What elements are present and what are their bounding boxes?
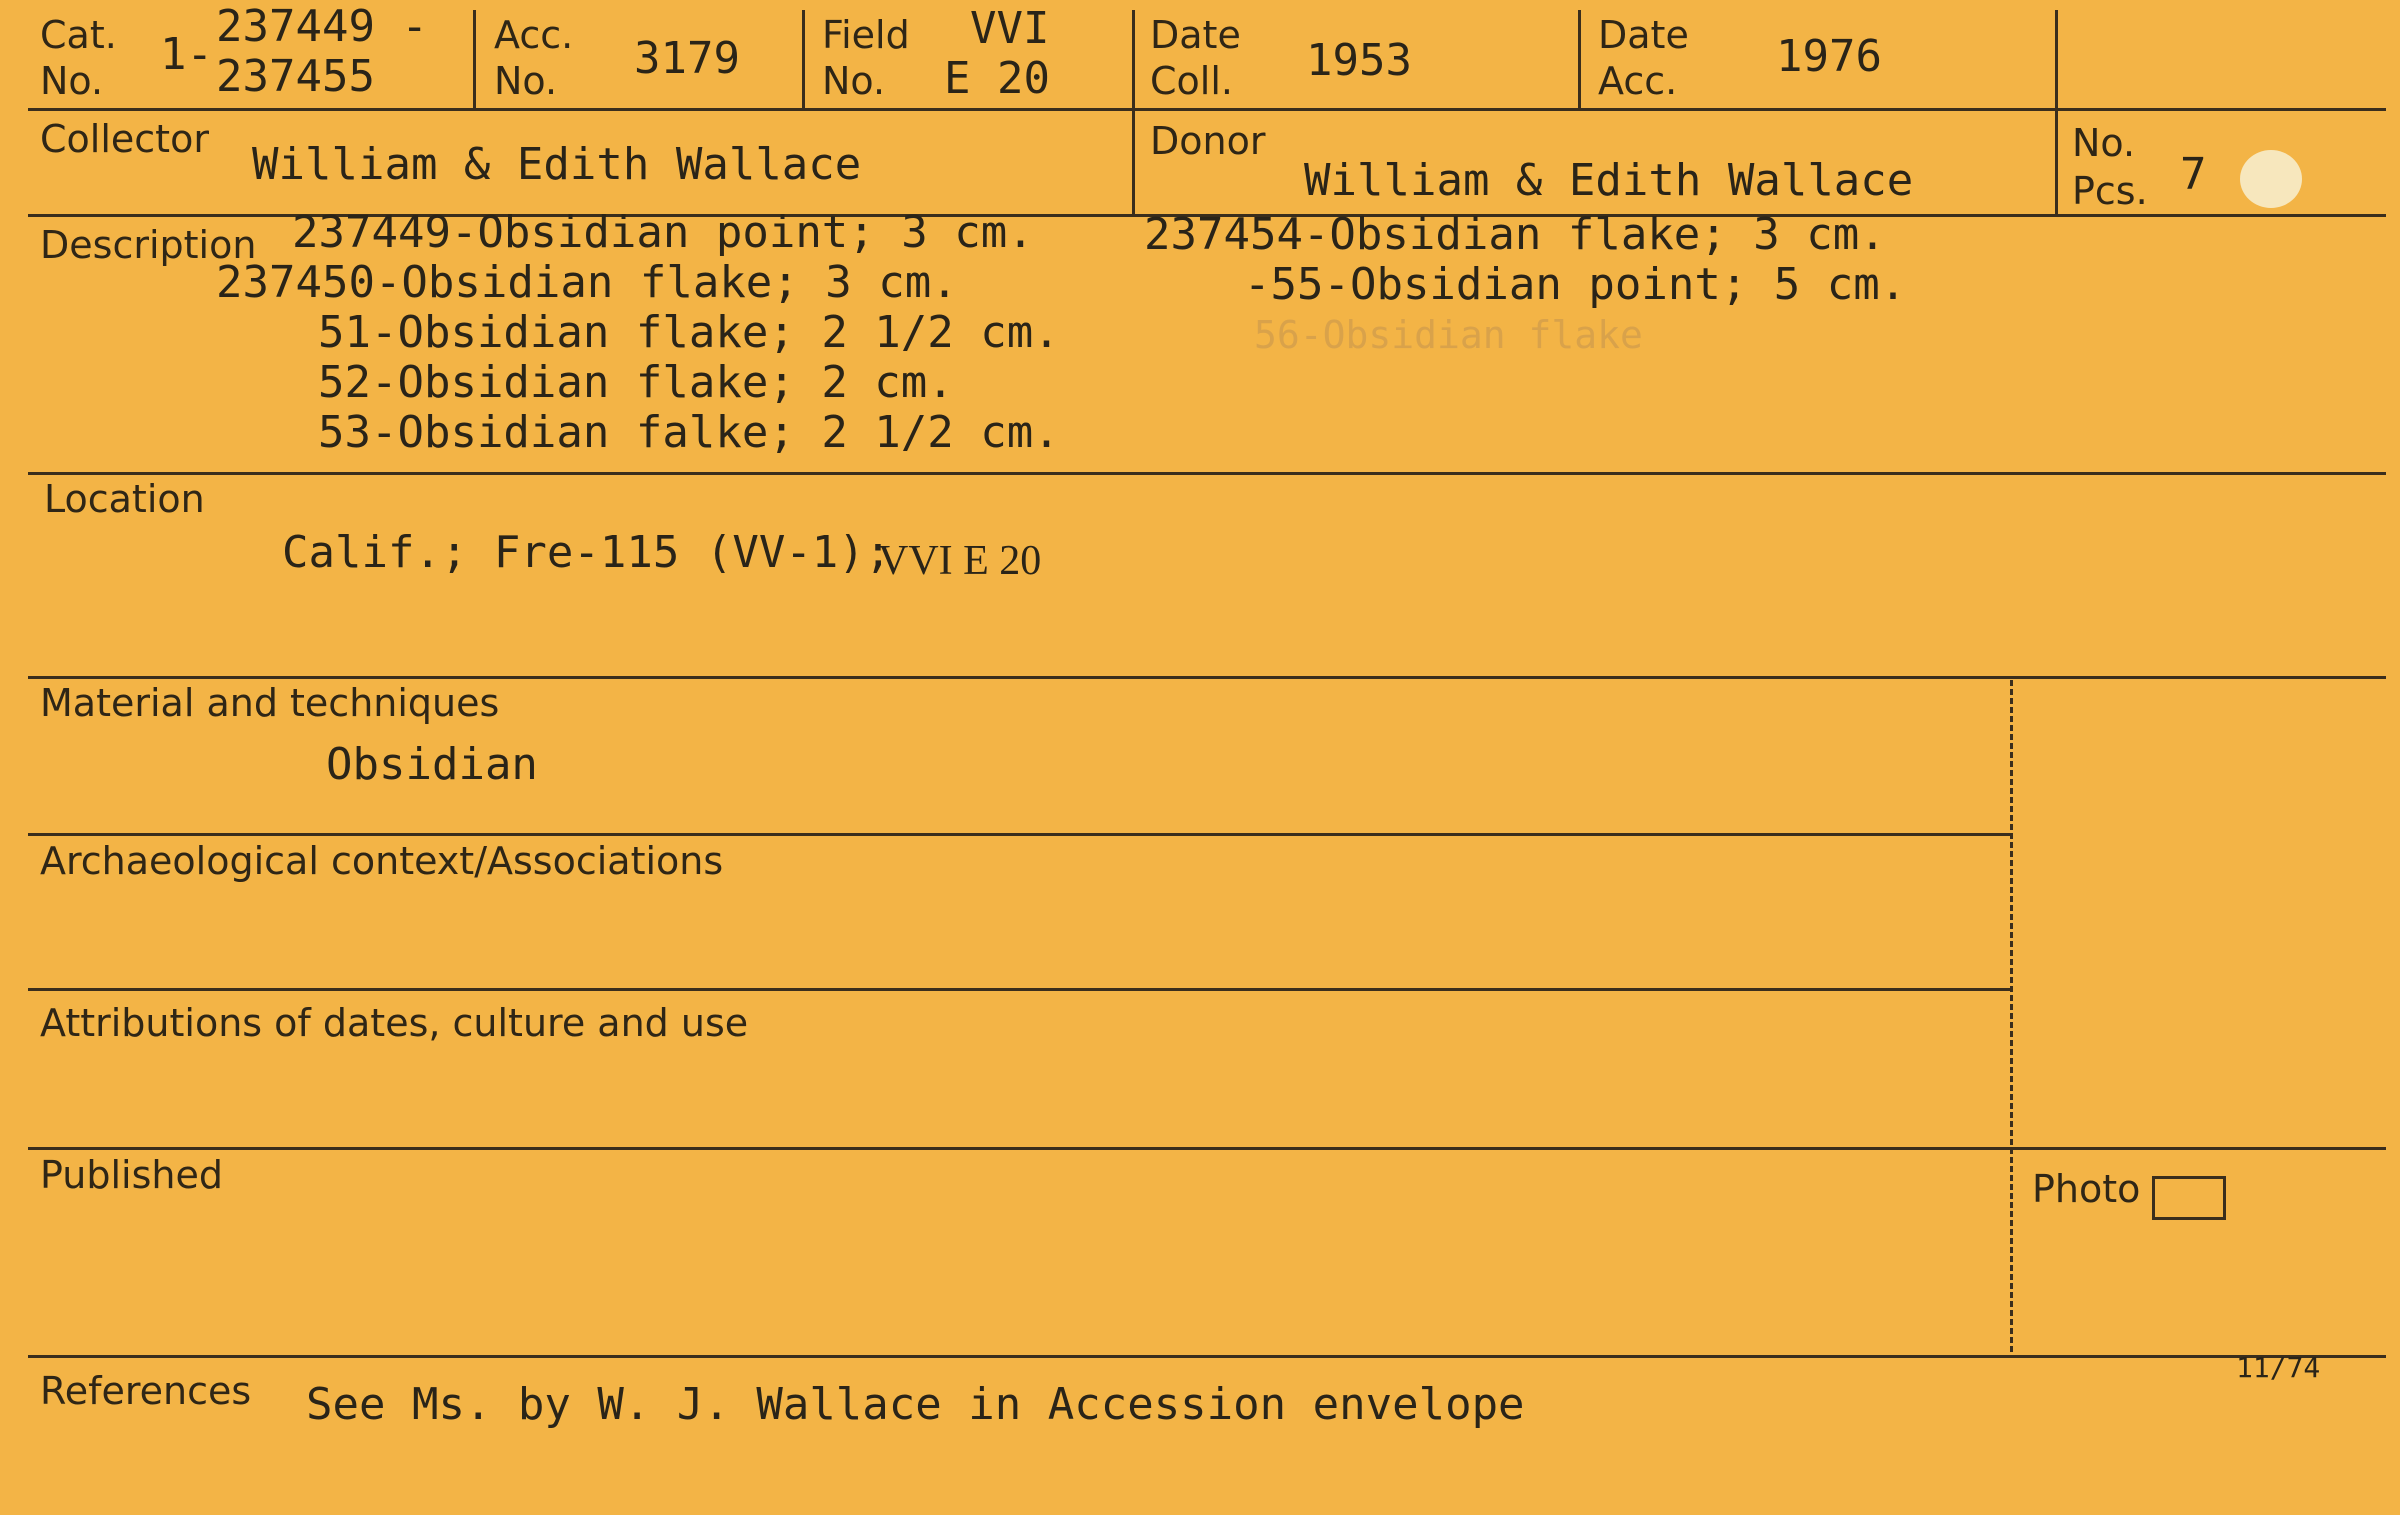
rule-location-bottom: [28, 676, 2386, 679]
rule-cat-acc: [473, 10, 476, 109]
date-coll-label-1: Date: [1150, 13, 1241, 57]
location-value: Calif.; Fre-115 (VV-1);: [282, 527, 892, 578]
date-acc-value: 1976: [1776, 31, 1882, 82]
description-line-2: 237450-Obsidian flake; 3 cm.: [216, 257, 958, 308]
rule-datecoll-dateacc: [1578, 10, 1581, 109]
date-coll-label-2: Coll.: [1150, 59, 1233, 103]
donor-value: William & Edith Wallace: [1304, 155, 1914, 206]
pieces-label-1: No.: [2072, 121, 2136, 165]
references-value: See Ms. by W. J. Wallace in Accession envelope: [306, 1379, 1525, 1430]
context-label: Archaeological context/Associations: [40, 839, 724, 883]
acc-no-value: 3179: [634, 33, 740, 84]
rule-dateacc-blank: [2055, 10, 2058, 215]
description-line-1: 237449-Obsidian point; 3 cm.: [292, 207, 1034, 258]
photo-label: Photo: [2032, 1167, 2141, 1211]
description-line-6: 237454-Obsidian flake; 3 cm.: [1144, 209, 1886, 260]
date-coll-value: 1953: [1306, 35, 1412, 86]
acc-no-label-1: Acc.: [494, 13, 574, 57]
location-field-value: VVI E 20: [878, 538, 1042, 584]
rule-published-bottom: [28, 1355, 2386, 1358]
location-label: Location: [44, 477, 205, 521]
references-label: References: [40, 1369, 252, 1413]
rule-photo-column: [2010, 680, 2013, 1352]
form-code: 11/74: [2236, 1351, 2321, 1384]
rule-field-datecoll: [1132, 10, 1135, 215]
field-no-value-1: VVI: [970, 3, 1050, 54]
rule-acc-field: [802, 10, 805, 109]
field-no-value-2: E 20: [944, 53, 1050, 104]
rule-description-bottom: [28, 472, 2386, 475]
description-faint-line: 56-Obsidian flake: [1254, 313, 1643, 357]
description-line-5: 53-Obsidian falke; 2 1/2 cm.: [318, 407, 1060, 458]
collector-value: William & Edith Wallace: [252, 139, 862, 190]
paper-smudge: [2240, 150, 2302, 208]
field-no-label-1: Field: [822, 13, 910, 57]
rule-attributions-bottom: [28, 1147, 2386, 1150]
rule-material-bottom: [28, 833, 2012, 836]
pieces-label-2: Pcs.: [2072, 169, 2148, 213]
cat-no-value-1: 237449 -: [216, 1, 428, 52]
description-line-3: 51-Obsidian flake; 2 1/2 cm.: [318, 307, 1060, 358]
attributions-label: Attributions of dates, culture and use: [40, 1001, 749, 1045]
acc-no-label-2: No.: [494, 59, 558, 103]
cat-no-label-2: No.: [40, 59, 104, 103]
cat-no-prefix: 1-: [160, 29, 213, 80]
description-label: Description: [40, 223, 257, 267]
rule-header-bottom: [28, 108, 2386, 111]
rule-context-bottom: [28, 988, 2012, 991]
photo-checkbox[interactable]: [2152, 1176, 2226, 1220]
date-acc-label-2: Acc.: [1598, 59, 1678, 103]
pieces-value: 7: [2180, 149, 2207, 200]
published-label: Published: [40, 1153, 223, 1197]
cat-no-label-1: Cat.: [40, 13, 117, 57]
material-value: Obsidian: [326, 739, 538, 790]
field-no-label-2: No.: [822, 59, 886, 103]
description-line-4: 52-Obsidian flake; 2 cm.: [318, 357, 954, 408]
description-line-7: -55-Obsidian point; 5 cm.: [1244, 259, 1907, 310]
material-label: Material and techniques: [40, 681, 500, 725]
date-acc-label-1: Date: [1598, 13, 1689, 57]
cat-no-value-2: 237455: [216, 51, 375, 102]
donor-label: Donor: [1150, 119, 1266, 163]
collector-label: Collector: [40, 117, 209, 161]
